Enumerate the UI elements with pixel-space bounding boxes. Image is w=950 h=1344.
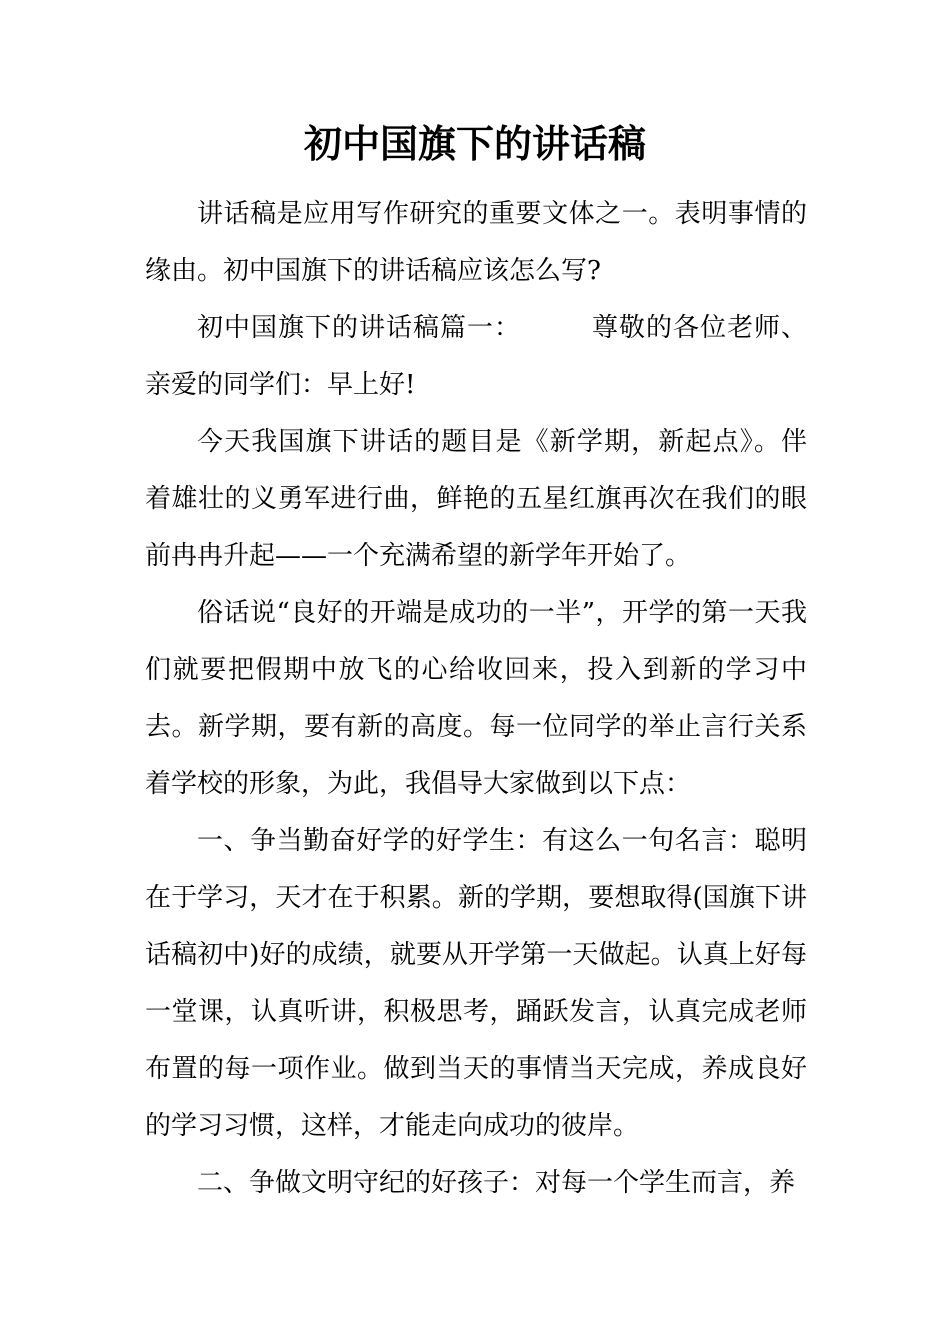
paragraph-point-one: 一、争当勤奋好学的好学生：有这么一句名言：聪明在于学习，天才在于积累。新的学期，要想取得(国旗下讲话稿初中)好的成绩，就要从开学第一天做起。认真上好每一堂课，认真听讲，积极思考，踊跃发言，认真完成老师布置的每一项作业。做到当天的事情当天完成，养成良好的学习习惯，这样，才能走向成功的彼岸。 <box>145 826 807 1141</box>
paragraph-intro: 讲话稿是应用写作研究的重要文体之一。表明事情的缘由。初中国旗下的讲话稿应该怎么写? <box>145 199 807 286</box>
paragraph-topic: 今天我国旗下讲话的题目是《新学期，新起点》。伴着雄壮的义勇军进行曲，鲜艳的五星红旗再次在我们的眼前冉冉升起——一个充满希望的新学年开始了。 <box>145 427 807 571</box>
paragraph-speech-opening <box>145 300 807 414</box>
document-title: 初中国旗下的讲话稿 <box>303 121 646 166</box>
paragraph-point-two: 二、争做文明守纪的好孩子：对每一个学生而言，养 <box>197 1168 796 1198</box>
speech-heading: 初中国旗下的讲话稿篇一： <box>197 313 521 343</box>
document-body <box>145 186 807 1212</box>
paragraph-proverb: 俗话说“良好的开端是成功的一半”，开学的第一天我们就要把假期中放飞的心给收回来，投入到新的学习中去。新学期，要有新的高度。每一位同学的举止言行关系着学校的形象，为此，我倡导大家做到以下点： <box>145 598 807 799</box>
speech-greeting: 尊敬的各位老师、亲爱的同学们：早上好! <box>145 313 807 400</box>
